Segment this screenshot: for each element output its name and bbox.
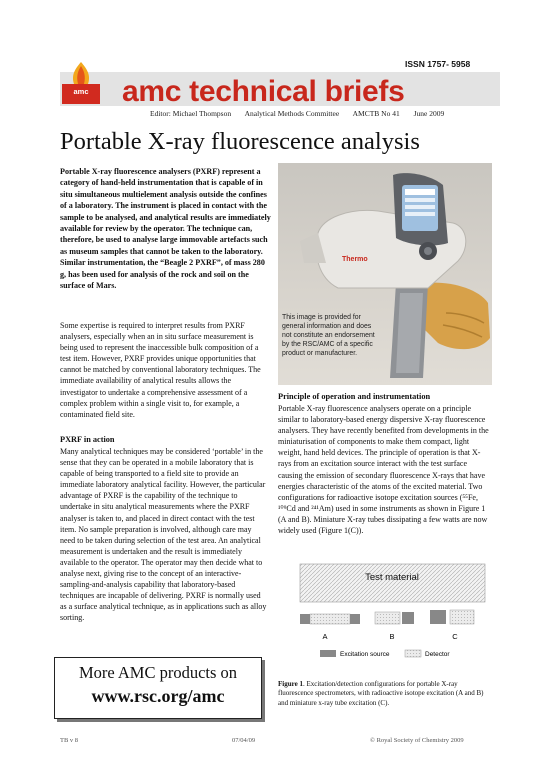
section-text-principle: Portable X-ray fluorescence analysers operate on a principle similar to laboratory-based energy dispersive X-ray fluorescence analysers. They have recently benefited from developments in the miniaturisation of components to make them compact, light weight, hand held devices. The principle of operation is that X-rays from an excitation source interact with the test surface causing the emission of secondary fluorescence X-rays that have energies characteristic of the atoms of the excited material. Two configurations for radioactive isotope excitation sources (⁵⁵Fe, ¹⁰⁹Cd and ²⁴¹Am) used in some instruments as shown in Figure 1 (A and B). Miniature X-ray tubes dissipating a few watts are now widely used (Figure 1(C)). <box>278 404 489 536</box>
config-label-c: C <box>452 632 458 641</box>
figure-caption-text: . Excitation/detection configurations for portable X-ray fluorescence spectrometers, with radioactive isotope excitation (A and B) and miniature x-ray tube excitation (C). <box>278 680 484 707</box>
device-brand-label: Thermo <box>342 256 368 263</box>
section-heading-principle: Principle of operation and instrumentation <box>278 392 431 401</box>
lede-paragraph: Portable X-ray fluorescence analysers (PXRF) represent a category of hand-held instrumentation that is capable of in situ simultaneous multielement analysis outside the confines of a laboratory. The instrument is placed in contact with the sample to be analysed, and analytical results are immediately available for review by the operator. The technique can, therefore, be used to analyse large immovable artefacts such as museum samples that cannot be taken to the laboratory. Similar instrumentation, the “Beagle 2 PXRF”, of mass 280 g, has been used for analysis of the rock and soil on the surface of Mars. <box>60 167 271 291</box>
brief-number: AMCTB No 41 <box>352 109 400 118</box>
legend-detector-swatch <box>405 650 421 657</box>
config-a-source-right <box>350 614 360 624</box>
flame-icon <box>62 60 100 86</box>
editor-name: Editor: Michael Thompson <box>150 109 232 118</box>
figure-caption-lead: Figure 1 <box>278 680 303 688</box>
config-c-detector <box>450 610 474 624</box>
test-material-block <box>300 564 485 602</box>
section-heading-pxrf-in-action: PXRF in action <box>60 435 115 444</box>
config-b-detector <box>375 612 400 624</box>
promo-link[interactable]: www.rsc.org/amc <box>91 686 225 706</box>
test-material-label: Test material <box>365 572 419 583</box>
editor-line <box>150 109 456 118</box>
legend-source-swatch <box>320 650 336 657</box>
issn-number: ISSN 1757- 5958 <box>405 59 471 69</box>
promo-box <box>54 657 262 719</box>
page-title: Portable X-ray fluorescence analysis <box>60 128 420 155</box>
logo-label: amc <box>73 87 89 96</box>
config-b-source <box>402 612 414 624</box>
promo-text: More AMC products on <box>78 663 238 682</box>
publication-brand: amc technical briefs <box>122 75 405 108</box>
figure-1-diagram <box>280 562 490 672</box>
footer-version: TB v 8 <box>60 737 79 744</box>
footer-date: 07/04/09 <box>232 737 256 744</box>
footer-copyright: © Royal Society of Chemistry 2009 <box>370 737 464 744</box>
section-text-pxrf-in-action: Many analytical techniques may be considered ‘portable’ in the sense that they can be operated in a mobile laboratory that is capable of being transported to a field site to provide an immediate laboratory analytical facility. However, the particular advantage of PXRF is the capability of the technique to undertake in situ analytical measurements where the PXRF analyser is taken to, and placed in direct contact with the test item. No sample preparation is involved, although care may need to be taken during selection of the test area. An analytical measurement is undertaken and the result is immediately available to the operator. The operator may then decide what to analyse next, giving rise to the concept of an interactive-sampling-and-analysis capability that laboratory-based techniques are incapable of delivering. PXRF is normally used as a surface analytical technique, as in applications such as alloy sorting. <box>60 447 267 623</box>
issue-date: June 2009 <box>413 109 445 118</box>
figure-caption <box>278 680 490 708</box>
config-c-source <box>430 610 446 624</box>
intro-paragraph: Some expertise is required to interpret results from PXRF analysers, especially when an in situ surface measurement is being used to represent the inaccessible bulk composition of a test item. However, PXRF provides unique opportunities that cannot be matched by conventional laboratory techniques. The immediate availability of analytical results allows the investigator to undertake a comprehensive assessment of a complex problem within a single visit to, for example, a contaminated field site. <box>60 321 261 419</box>
committee-name: Analytical Methods Committee <box>244 109 340 118</box>
product-photo <box>278 163 492 385</box>
config-a-detector <box>310 614 350 624</box>
amc-logo <box>62 60 100 106</box>
legend-source-label: Excitation source <box>340 651 390 658</box>
photo-disclaimer: This image is provided for general information and does not constitute an endorsement by the RSC/AMC of a specific product or manufacturer. <box>282 314 375 357</box>
config-a-source-left <box>300 614 310 624</box>
legend-detector-label: Detector <box>425 651 450 658</box>
config-label-b: B <box>389 632 395 641</box>
config-label-a: A <box>322 632 328 641</box>
